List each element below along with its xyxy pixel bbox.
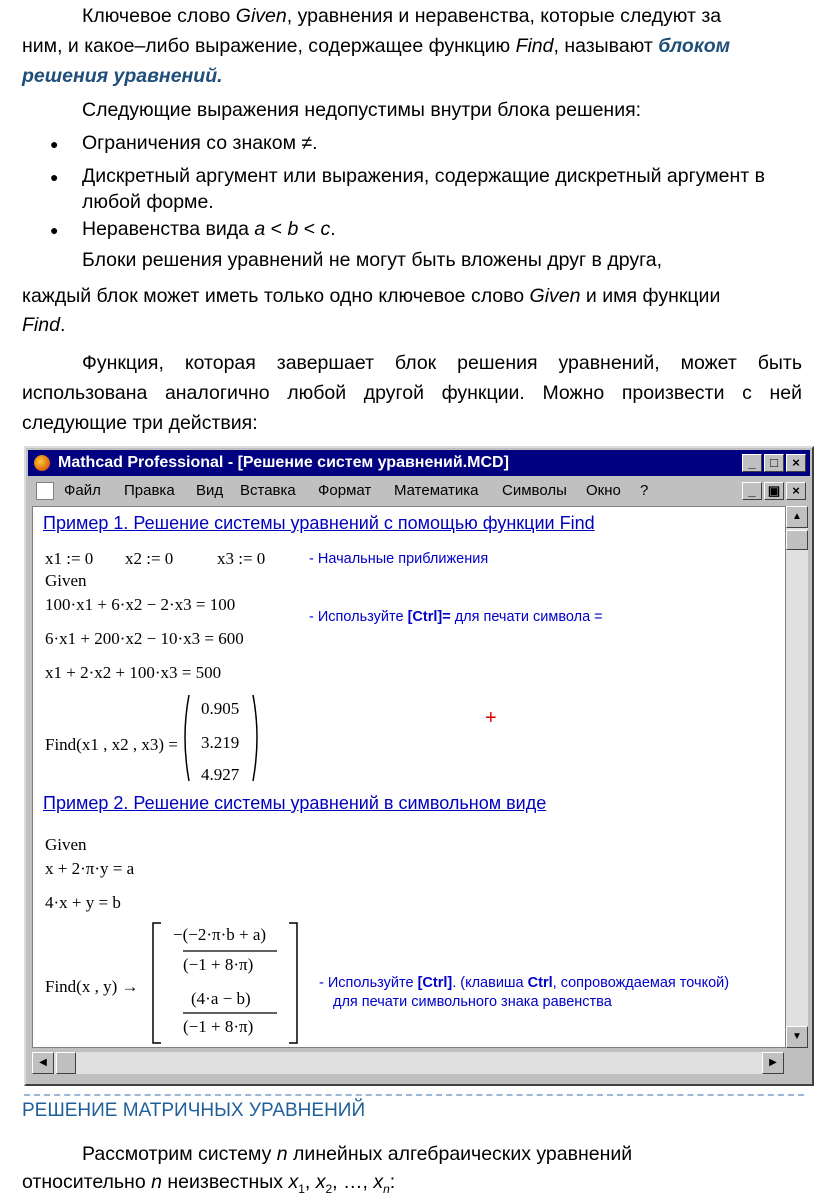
scroll-up-icon[interactable]: ▲ — [786, 506, 808, 528]
maximize-button[interactable]: □ — [764, 454, 784, 472]
section-title: РЕШЕНИЕ МАТРИЧНЫХ УРАВНЕНИЙ — [22, 1100, 366, 1121]
result-x-numerator[interactable]: −(−2·π·b + a) — [173, 925, 267, 944]
menu-symbols[interactable]: Символы — [502, 482, 567, 499]
term-bold: решения уравнений. — [22, 65, 223, 87]
paragraph-given — [22, 2, 802, 31]
text: ним, и какое–либо выражение, содержащее функцию — [22, 35, 516, 57]
result-y-numerator[interactable]: (4·a − b) — [191, 989, 251, 1008]
keyword-given: Given — [235, 5, 287, 27]
paragraph-nesting-line3: Find. — [22, 314, 66, 336]
bullet-icon: ● — [50, 222, 59, 238]
document-icon[interactable] — [36, 482, 54, 500]
result-x2[interactable]: 3.219 — [201, 733, 240, 752]
menu-view[interactable]: Вид — [196, 482, 224, 499]
note-ctrl-dot-line2[interactable]: для печати символьного знака равенства — [333, 994, 612, 1010]
bullet-item: Ограничения со знаком ≠. — [82, 132, 318, 154]
result-x-denominator[interactable]: (−1 + 8·π) — [183, 955, 254, 974]
equation-3[interactable]: x1 + 2·x2 + 100·x3 = 500 — [45, 663, 222, 682]
result-x3[interactable]: 4.927 — [201, 765, 240, 784]
find-call[interactable]: Find(x1 , x2 , x3) = — [45, 735, 178, 754]
menu-bar — [28, 478, 810, 504]
example2-heading[interactable]: Пример 2. Решение системы уравнений в символьном виде — [43, 793, 547, 813]
x3-assignment[interactable]: x3 := 0 — [217, 549, 266, 568]
equation-1[interactable]: 100·x1 + 6·x2 − 2·x3 = 100 — [45, 595, 236, 614]
paragraph-matrix-line2: относительно n неизвестных $x_1$, $x_2$, …, $x_n$: — [22, 1171, 396, 1196]
given-keyword-2[interactable]: Given — [45, 835, 87, 854]
equation-2[interactable]: 6·x1 + 200·x2 − 10·x3 = 600 — [45, 629, 244, 648]
given-keyword[interactable]: Given — [45, 571, 87, 590]
symbolic-equation-1[interactable]: x + 2·π·y = a — [45, 859, 135, 878]
text: , уравнения и неравенства, которые следуют за — [286, 5, 722, 27]
paragraph-matrix: Рассмотрим систему n линейных алгебраических уравнений — [82, 1143, 633, 1165]
horizontal-scrollbar[interactable] — [32, 1052, 784, 1074]
bullet-item: Дискретный аргумент или выражения, содержащие дискретный аргумент в любой форме. — [82, 165, 765, 213]
bullet-icon: ● — [50, 136, 59, 152]
text: Следующие выражения недопустимы внутри блока решения: — [82, 99, 642, 121]
window-title: Mathcad Professional - [Решение систем уравнений.MCD] — [58, 454, 509, 471]
mathcad-window — [24, 446, 814, 1086]
menu-insert[interactable]: Вставка — [240, 482, 296, 499]
scroll-thumb[interactable] — [786, 530, 808, 550]
mathcad-app-icon — [34, 455, 50, 471]
note-initial[interactable]: - Начальные приближения — [309, 551, 489, 567]
paragraph-given-line2 — [22, 32, 802, 61]
keyword-find: Find — [515, 35, 554, 57]
scroll-down-icon[interactable]: ▼ — [786, 1026, 808, 1048]
crosshair-cursor: + — [485, 707, 497, 729]
menu-edit[interactable]: Правка — [124, 482, 175, 499]
menu-math[interactable]: Математика — [394, 482, 479, 499]
text: Ключевое слово — [82, 5, 236, 27]
paragraph-nesting — [82, 246, 816, 275]
section-divider — [24, 1094, 804, 1096]
menu-file[interactable]: Файл — [64, 482, 101, 499]
paragraph-function-usage — [22, 348, 802, 438]
symbolic-equation-2[interactable]: 4·x + y = b — [45, 893, 121, 912]
text: Блоки решения уравнений не могут быть вложены друг в друга, — [82, 249, 663, 271]
doc-minimize-button[interactable]: _ — [742, 482, 762, 500]
keyword-find: Find — [22, 314, 60, 336]
menu-window[interactable]: Окно — [586, 482, 621, 499]
menu-help[interactable]: ? — [640, 482, 649, 499]
menu-format[interactable]: Формат — [318, 482, 372, 499]
text: каждый блок может иметь только одно ключевое слово — [22, 285, 530, 307]
note-ctrl-equals[interactable]: - Используйте [Ctrl]= для печати символа = — [309, 609, 603, 625]
note-ctrl-dot[interactable]: - Используйте [Ctrl]. (клавиша Ctrl, сопровождаемая точкой) — [319, 975, 730, 991]
x1-assignment[interactable]: x1 := 0 — [45, 549, 94, 568]
scroll-left-icon[interactable]: ◀ — [32, 1052, 54, 1074]
worksheet[interactable] — [32, 506, 786, 1048]
scroll-right-icon[interactable]: ▶ — [762, 1052, 784, 1074]
bullet-item-inequality: Неравенства вида a < b < c. — [82, 218, 336, 240]
doc-close-button[interactable]: × — [786, 482, 806, 500]
text: и имя функции — [580, 285, 721, 307]
vertical-scrollbar[interactable] — [786, 506, 808, 1048]
doc-restore-button[interactable]: ▣ — [764, 482, 784, 500]
bullet-icon: ● — [50, 169, 59, 185]
example1-heading[interactable]: Пример 1. Решение системы уравнений с помощью функции Find — [43, 513, 595, 533]
keyword-given: Given — [529, 285, 581, 307]
window-titlebar[interactable] — [28, 450, 810, 476]
text: , называют — [553, 35, 659, 57]
result-x1[interactable]: 0.905 — [201, 699, 240, 718]
paragraph-nesting-line2 — [22, 282, 802, 311]
close-button[interactable]: × — [786, 454, 806, 472]
paragraph-restrictions — [82, 96, 816, 125]
text: Функция, которая завершает блок решения уравнений, может быть использована аналогично любой другой функции. Можно произвести с ней следующие три действия: — [22, 352, 802, 434]
hscroll-thumb[interactable] — [56, 1052, 76, 1074]
symbolic-find-call[interactable]: Find(x , y) → — [45, 977, 139, 996]
minimize-button[interactable]: _ — [742, 454, 762, 472]
term-bold: блоком — [658, 35, 731, 57]
result-y-denominator[interactable]: (−1 + 8·π) — [183, 1017, 254, 1036]
paragraph-given-line3 — [22, 62, 802, 91]
x2-assignment[interactable]: x2 := 0 — [125, 549, 174, 568]
